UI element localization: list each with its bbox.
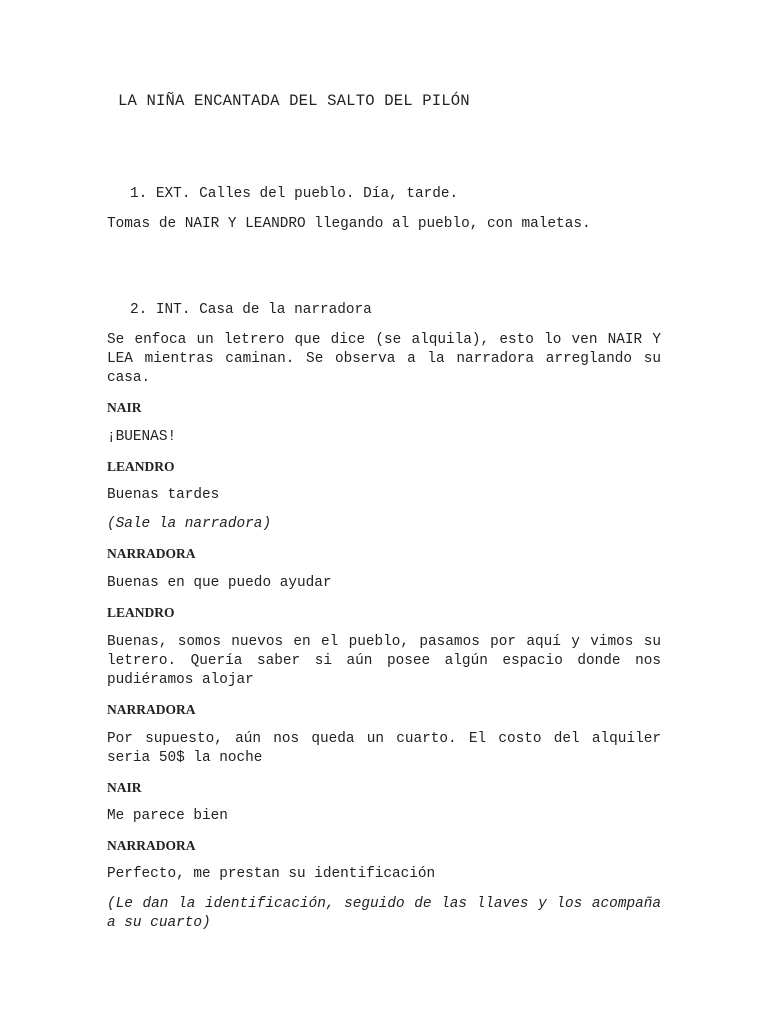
speaker-nair: NAIR [107, 780, 142, 795]
dialogue-line: Me parece bien [107, 808, 228, 824]
dialogue-line: Buenas, somos nuevos en el pueblo, pasamos por aquí y vimos su letrero. Quería saber si aún posee algún espacio donde nos pudiéramos alojar [107, 634, 661, 688]
scene-description-1: Tomas de NAIR Y LEANDRO llegando al pueblo, con maletas. [107, 216, 591, 232]
scene-heading-1: 1. EXT. Calles del pueblo. Día, tarde. [130, 186, 459, 202]
speaker-narradora: NARRADORA [107, 546, 196, 561]
stage-direction: (Sale la narradora) [107, 516, 272, 532]
scene-heading-2: 2. INT. Casa de la narradora [130, 302, 372, 318]
speaker-leandro: LEANDRO [107, 459, 175, 474]
scene-description-2: Se enfoca un letrero que dice (se alquila), esto lo ven NAIR Y LEA mientras caminan. Se observa a la narradora arreglando su casa. [107, 332, 661, 386]
dialogue-line: Perfecto, me prestan su identificación [107, 866, 436, 882]
speaker-narradora: NARRADORA [107, 838, 196, 853]
speaker-leandro: LEANDRO [107, 605, 175, 620]
speaker-nair: NAIR [107, 400, 142, 415]
document-title: LA NIÑA ENCANTADA DEL SALTO DEL PILÓN [118, 92, 470, 110]
dialogue-line: Buenas tardes [107, 487, 220, 503]
dialogue-line: Por supuesto, aún nos queda un cuarto. El costo del alquiler seria 50$ la noche [107, 731, 661, 766]
speaker-narradora: NARRADORA [107, 702, 196, 717]
stage-direction: (Le dan la identificación, seguido de las llaves y los acompaña a su cuarto) [107, 896, 661, 931]
dialogue-line: ¡BUENAS! [107, 429, 177, 445]
dialogue-line: Buenas en que puedo ayudar [107, 575, 332, 591]
